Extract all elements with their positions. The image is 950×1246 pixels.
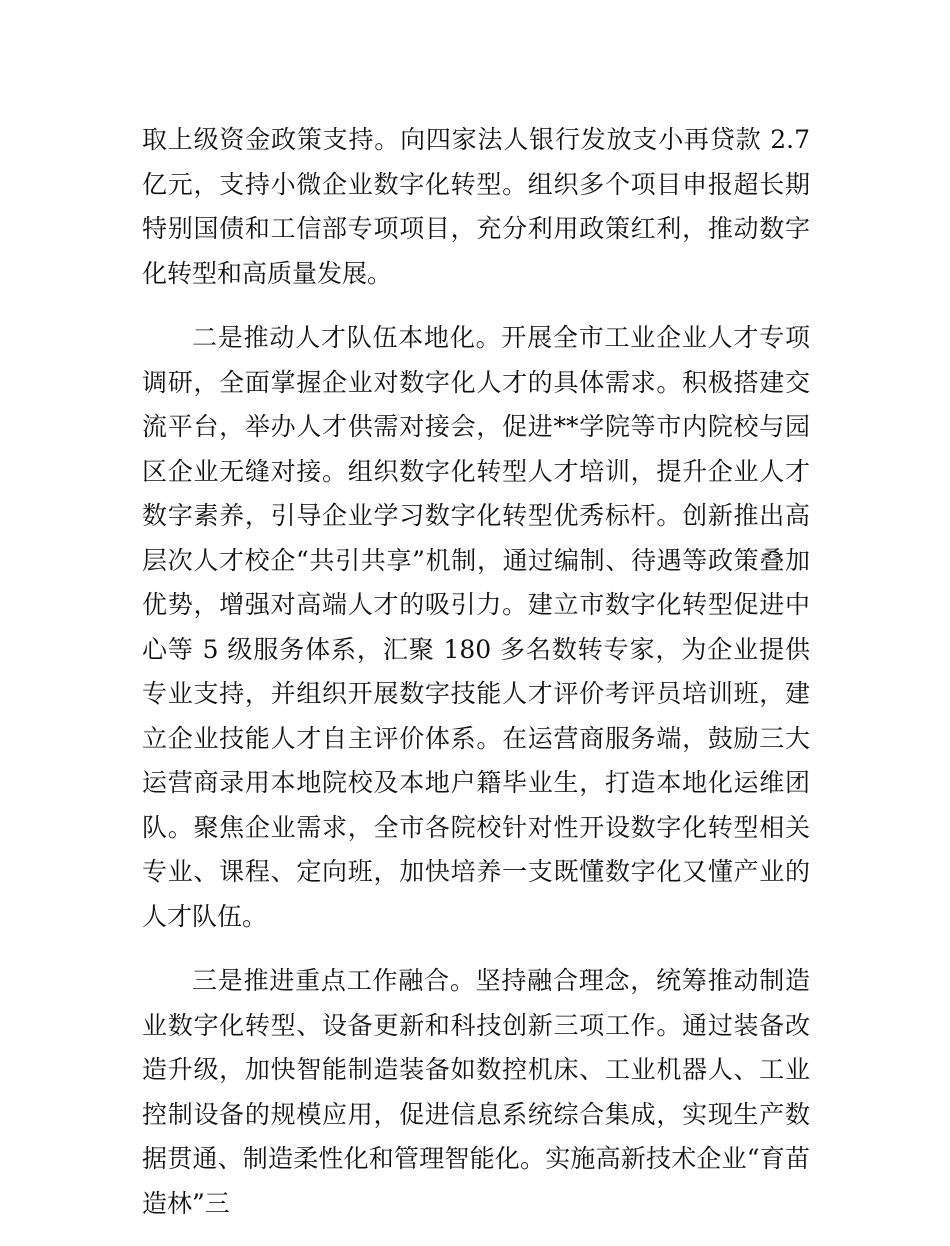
paragraph-policy-support: 取上级资金政策支持。向四家法人银行发放支小再贷款 2.7 亿元，支持小微企业数字化转型。组织多个项目申报超长期特别国债和工信部专项项目，充分利用政策红利，推动数字化转型和高质量发展。 <box>142 125 810 288</box>
paragraph-key-work-integration: 三是推进重点工作融合。坚持融合理念，统筹推动制造业数字化转型、设备更新和科技创新三项工作。通过装备改造升级，加快智能制造装备如数控机床、工业机器人、工业控制设备的规模应用，促进信息系统综合集成，实现生产数据贯通、制造柔性化和管理智能化。实施高新技术企业“育苗造林”三 <box>142 966 810 1218</box>
paragraph-talent-localization: 二是推动人才队伍本地化。开展全市工业企业人才专项调研，全面掌握企业对数字化人才的具体需求。积极搭建交流平台，举办人才供需对接会，促进**学院等市内院校与园区企业无缝对接。组织数字化转型人才培训，提升企业人才数字素养，引导企业学习数字化转型优秀标杆。创新推出高层次人才校企“共引共享”机制，通过编制、待遇等政策叠加优势，增强对高端人才的吸引力。建立市数字化转型促进中心等 5 级服务体系，汇聚 180 多名数转专家，为企业提供专业支持，并组织开展数字技能人才评价考评员培训班，建立企业技能人才自主评价体系。在运营商服务端，鼓励三大运营商录用本地院校及本地户籍毕业生，打造本地化运维团队。聚焦企业需求，全市各院校针对性开设数字化转型相关专业、课程、定向班，加快培养一支既懂数字化又懂产业的人才队伍。 <box>142 323 810 931</box>
document-body <box>142 118 810 1246</box>
